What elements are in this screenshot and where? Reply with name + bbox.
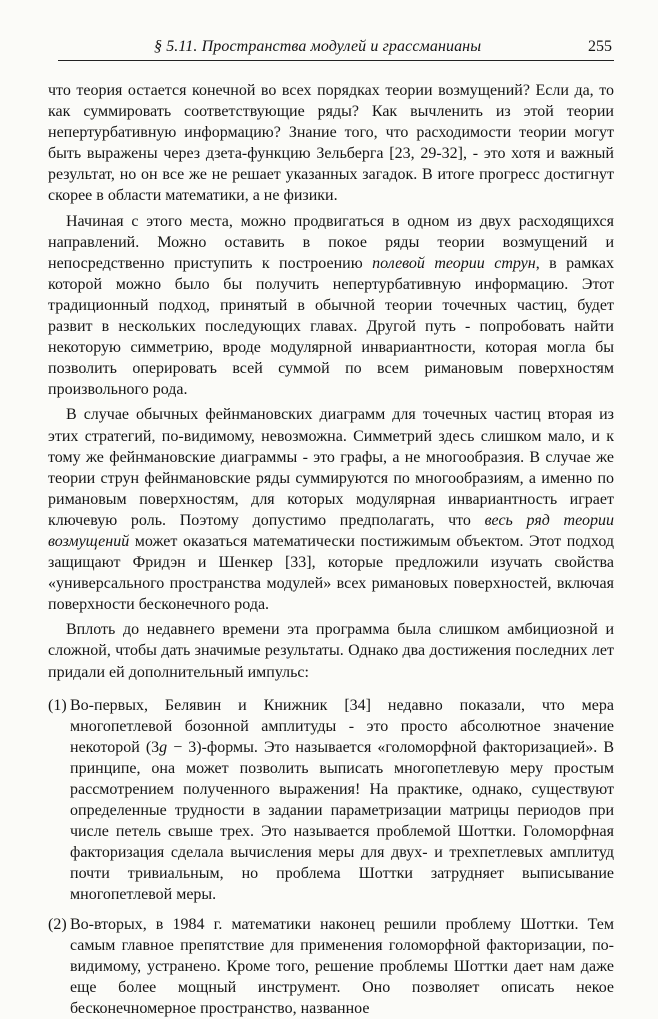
list-item-2	[48, 914, 614, 1019]
list-item-2-text: Во-вторых, в 1984 г. математики наконец решили проблему Шоттки. Тем самым главное препятствие для применения голоморфной факторизации, по-видимому, устранено. Кроме того, решение проблемы Шоттки дает нам даже еще более мощный инструмент. Оно позволяет описать некое бесконечномерное пространство, названное	[70, 915, 614, 1017]
paragraph-2-text-b: , в рамках которой можно было бы получить непертурбативную информацию. Этот традиционный подход, принятый в обычной теории точечных частиц, будет развит в нескольких последующих главах. Другой путь - попробовать найти некоторую симметрию, вроде модулярной инвариантности, которая могла бы позволить оперировать всей суммой по всем римановым поверхностям произвольного рода.	[48, 254, 614, 399]
list-item-1-variable: g	[159, 738, 168, 756]
paragraph-2-text-a: Начиная с этого места, можно продвигаться в одном из двух расходящихся направлений. Можно оставить в покое ряды теории возмущений и непосредственно приступить к построению	[48, 212, 614, 272]
page-body	[48, 80, 614, 1019]
list-marker-1: (1)	[48, 696, 67, 714]
paragraph-3-text-b: может оказаться математически постижимым объектом. Этот подход защищают Фридэн и Шенкер [33], которые предложили изучать свойства «универсального пространства модулей» всех римановых поверхностей, включая поверхности бесконечного рода.	[48, 532, 614, 614]
list-item-1-text-a: Во-первых, Белявин и Книжник [34] недавно показали, что мера многопетлевой бозонной амплитуды - это просто абсолютное значение некоторой (3	[70, 696, 614, 756]
list-item-1-text-b: − 3)-формы. Это называется «голоморфной факторизацией». В принципе, она может позволить выписать многопетлевую меру простым рассмотрением полученного выражения! На практике, однако, существуют определенные трудности в задании параметризации матрицы периодов при числе петель свыше трех. Это называется проблемой Шоттки. Голоморфная факторизация сделала вычисления меры для двух- и трехпетлевых амплитуд почти тривиальным, но проблема Шоттки затрудняет выписывание многопетлевой меры.	[70, 738, 614, 904]
page-number: 255	[588, 38, 612, 55]
list-item-1	[48, 695, 614, 906]
paragraph-3-text-a: В случае обычных фейнмановских диаграмм для точечных частиц вторая из этих стратегий, по-видимому, невозможна. Симметрий здесь слишком мало, и к тому же фейнмановские диаграммы - это графы, а не многообразия. В случае же теории струн фейнмановские ряды суммируются по многообразиям, а именно по римановым поверхностям, для которых модулярная инвариантность играет ключевую роль. Поэтому допустимо предполагать, что	[48, 406, 614, 529]
paragraph-1: что теория остается конечной во всех порядках теории возмущений? Если да, то как суммировать соответствующие ряды? Как вычленить из этой теории непертурбативную информацию? Знание того, что расходимости теории могут быть выражены через дзета-функцию Зельберга [23, 29-32], - это хотя и важный результат, но он все же не решает указанных загадок. В итоге прогресс достигнут скорее в области математики, а не физики.	[48, 82, 614, 205]
paragraph-2-emphasis: полевой теории струн	[372, 254, 536, 272]
list-marker-2: (2)	[48, 915, 67, 933]
list-item-1-text	[70, 695, 614, 906]
paragraph-3-emphasis: весь ряд теории возмущений	[48, 511, 614, 550]
running-header	[58, 30, 614, 61]
header-title: § 5.11. Пространства модулей и грассманианы	[154, 38, 482, 55]
paragraph-3	[48, 404, 614, 615]
paragraph-4: Вплоть до недавнего времени эта программа была слишком амбициозной и сложной, чтобы дать значимые результаты. Однако два достижения последних лет придали ей дополнительный импульс:	[48, 621, 614, 681]
paragraph-2	[48, 211, 614, 401]
